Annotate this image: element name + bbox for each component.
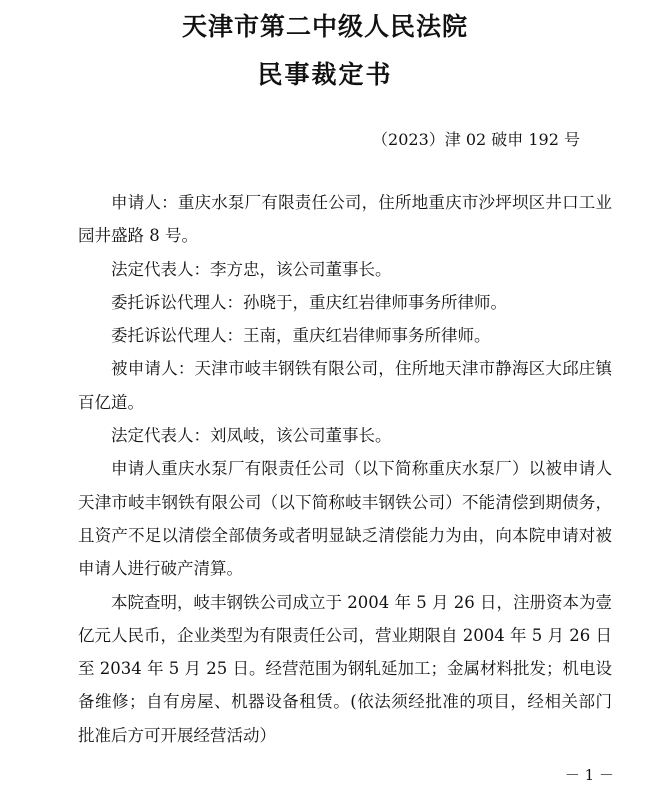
case-number: （2023）津 02 破申 192 号	[372, 130, 580, 149]
document-body	[78, 186, 612, 752]
application-paragraph: 申请人重庆水泵厂有限责任公司（以下简称重庆水泵厂）以被申请人天津市岐丰钢铁有限公司（以下简称岐丰钢铁公司）不能清偿到期债务，且资产不足以清偿全部债务或者明显缺乏清偿能力为由，向本院申请对被申请人进行破产清算。	[78, 459, 612, 579]
respondent-legal-representative: 法定代表人：刘凤岐，该公司董事长。	[111, 426, 392, 446]
applicant-agent-1: 委托诉讼代理人：孙晓于，重庆红岩律师事务所律师。	[111, 292, 507, 312]
findings-paragraph: 本院查明，岐丰钢铁公司成立于 2004 年 5 月 26 日，注册资本为壹亿元人民币，企业类型为有限责任公司，营业期限自 2004 年 5 月 26 日至 2034 年 5 月 25 日。经营范围为钢轧延加工；金属材料批发；机电设备维修；自有房屋、机器设备租赁。(依法须经批准的项目，经相关部门批准后方可开展经营活动）	[78, 592, 612, 745]
court-name: 天津市第二中级人民法院	[181, 12, 468, 41]
applicant-paragraph: 申请人：重庆水泵厂有限责任公司，住所地重庆市沙坪坝区井口工业园井盛路 8 号。	[78, 193, 612, 246]
page-number: － 1 －	[564, 766, 614, 784]
applicant-legal-representative: 法定代表人：李方忠，该公司董事长。	[111, 259, 392, 279]
applicant-agent-2: 委托诉讼代理人：王南，重庆红岩律师事务所律师。	[111, 326, 491, 346]
respondent-paragraph: 被申请人：天津市岐丰钢铁有限公司，住所地天津市静海区大邱庄镇百亿道。	[78, 359, 612, 412]
document-type-title: 民事裁定书	[257, 60, 393, 89]
